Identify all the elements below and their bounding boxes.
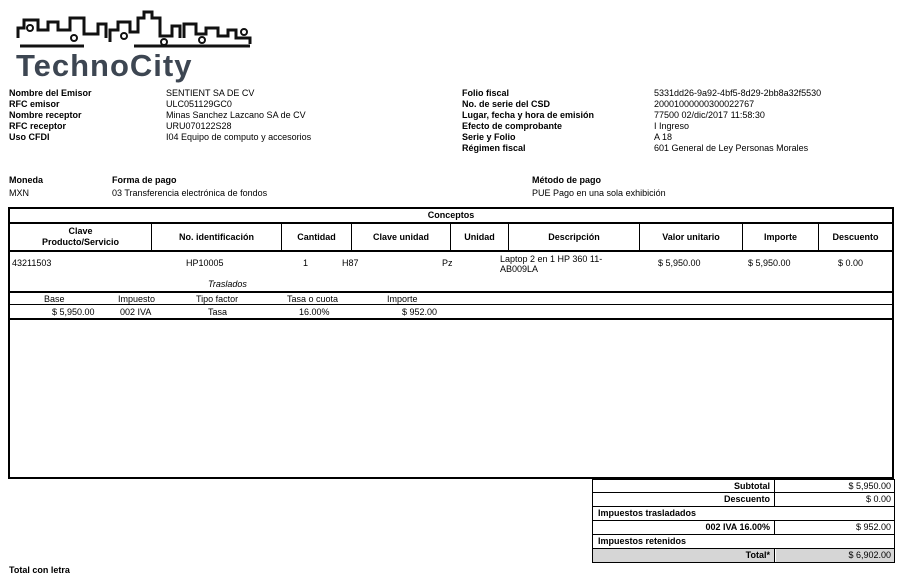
tax-header-row bbox=[10, 291, 892, 305]
label-moneda: Moneda bbox=[9, 175, 44, 185]
value-uso-cfdi: I04 Equipo de computo y accesorios bbox=[166, 132, 312, 142]
value-regimen: 601 General de Ley Personas Morales bbox=[654, 143, 809, 153]
header-clave: Clave Producto/Servicio bbox=[10, 224, 152, 250]
label-efecto: Efecto de comprobante bbox=[462, 121, 563, 131]
subtotal-value: $ 5,950.00 bbox=[848, 481, 891, 491]
conceptos-header-row bbox=[10, 224, 892, 252]
table-row bbox=[10, 254, 892, 282]
header-descuento: Descuento bbox=[832, 231, 879, 242]
label-nombre-receptor: Nombre receptor bbox=[9, 110, 82, 120]
total-row bbox=[592, 549, 895, 563]
total-value: $ 6,902.00 bbox=[776, 549, 894, 562]
label-uso-cfdi: Uso CFDI bbox=[9, 132, 50, 142]
tax-header-base: Base bbox=[44, 294, 65, 304]
trasladados-label: Impuestos trasladados bbox=[598, 508, 697, 518]
value-serie-folio: A 18 bbox=[654, 132, 673, 142]
value-rfc-receptor: URU070122S28 bbox=[166, 121, 232, 131]
descuento-label: Descuento bbox=[593, 493, 775, 506]
label-serie-csd: No. de serie del CSD bbox=[462, 99, 551, 109]
tax-header-impuesto: Impuesto bbox=[118, 294, 156, 304]
iva-label: 002 IVA 16.00% bbox=[593, 521, 775, 534]
value-rfc-emisor: ULC051129GC0 bbox=[166, 99, 232, 109]
cell-no-id: HP10005 bbox=[186, 258, 224, 268]
cell-descripcion: Laptop 2 en 1 HP 360 11-AB009LA bbox=[500, 254, 603, 274]
value-forma-pago: 03 Transferencia electrónica de fondos bbox=[112, 188, 268, 198]
fiscal-labels bbox=[462, 88, 594, 154]
metodo-pago-block bbox=[532, 174, 666, 200]
value-efecto: I Ingreso bbox=[654, 121, 690, 131]
label-rfc-receptor: RFC receptor bbox=[9, 121, 67, 131]
tax-tipo-factor: Tasa bbox=[208, 307, 228, 317]
value-nombre-receptor: Minas Sanchez Lazcano SA de CV bbox=[166, 110, 306, 120]
label-rfc-emisor: RFC emisor bbox=[9, 99, 60, 109]
header-importe: Importe bbox=[743, 224, 819, 250]
value-metodo-pago: PUE Pago en una sola exhibición bbox=[532, 188, 666, 198]
header-clave-unidad: Clave unidad bbox=[352, 224, 451, 250]
value-serie-csd: 20001000000300022767 bbox=[654, 99, 755, 109]
value-lugar-fecha: 77500 02/dic/2017 11:58:30 bbox=[654, 110, 765, 120]
cell-descuento: $ 0.00 bbox=[838, 258, 864, 268]
fiscal-values bbox=[654, 88, 821, 154]
tax-row bbox=[10, 306, 892, 320]
cell-cantidad: 1 bbox=[303, 258, 309, 268]
conceptos-title: Conceptos bbox=[10, 209, 892, 224]
header-no-identificacion: No. identificación bbox=[152, 224, 282, 250]
descuento-value: $ 0.00 bbox=[865, 494, 891, 504]
technocity-logo bbox=[14, 8, 259, 83]
label-lugar-fecha: Lugar, fecha y hora de emisión bbox=[462, 110, 595, 120]
cell-clave-unidad: H87 bbox=[342, 258, 359, 268]
tax-impuesto: 002 IVA bbox=[120, 307, 152, 317]
value-moneda: MXN bbox=[9, 188, 29, 198]
moneda-block bbox=[9, 174, 43, 200]
retenidos-label: Impuestos retenidos bbox=[598, 536, 687, 546]
cell-clave: 43211503 bbox=[12, 258, 52, 268]
emisor-values bbox=[166, 88, 311, 143]
label-nombre-emisor: Nombre del Emisor bbox=[9, 88, 92, 98]
totals-table bbox=[592, 479, 895, 563]
total-con-letra-label: Total con letra bbox=[9, 565, 70, 574]
label-regimen: Régimen fiscal bbox=[462, 143, 526, 153]
trasladados-row bbox=[592, 507, 895, 521]
total-label: Total* bbox=[593, 549, 775, 562]
header-unidad: Unidad bbox=[451, 224, 509, 250]
tax-header-tipo-factor: Tipo factor bbox=[196, 294, 239, 304]
header-descripcion: Descripción bbox=[509, 224, 640, 250]
value-folio-fiscal: 5331dd26-9a92-4bf5-8d29-2bb8a32f5530 bbox=[654, 88, 822, 98]
tax-tasa: 16.00% bbox=[299, 307, 330, 317]
cell-valor-unitario: $ 5,950.00 bbox=[658, 258, 701, 268]
value-nombre-emisor: SENTIENT SA DE CV bbox=[166, 88, 255, 98]
label-forma-pago: Forma de pago bbox=[112, 175, 177, 185]
brand-name: TechnoCity bbox=[16, 48, 193, 83]
cell-importe: $ 5,950.00 bbox=[748, 258, 791, 268]
subtotal-label: Subtotal bbox=[593, 480, 775, 493]
conceptos-table bbox=[8, 207, 894, 479]
tax-header-importe: Importe bbox=[387, 294, 418, 304]
header-valor-unitario: Valor unitario bbox=[640, 224, 743, 250]
label-folio-fiscal: Folio fiscal bbox=[462, 88, 510, 98]
tax-header-tasa: Tasa o cuota bbox=[287, 294, 339, 304]
subtotal-row bbox=[592, 479, 895, 493]
forma-pago-block bbox=[112, 174, 267, 200]
iva-value: $ 952.00 bbox=[855, 522, 891, 532]
traslados-label: Traslados bbox=[208, 279, 247, 289]
descuento-row bbox=[592, 493, 895, 507]
emisor-labels bbox=[9, 88, 92, 143]
cell-unidad: Pz bbox=[442, 258, 453, 268]
iva-row bbox=[592, 521, 895, 535]
header-cantidad: Cantidad bbox=[282, 224, 352, 250]
label-serie-folio: Serie y Folio bbox=[462, 132, 516, 142]
label-metodo-pago: Método de pago bbox=[532, 175, 601, 185]
tax-importe: $ 952.00 bbox=[402, 307, 438, 317]
retenidos-row bbox=[592, 535, 895, 549]
tax-base: $ 5,950.00 bbox=[52, 307, 95, 317]
